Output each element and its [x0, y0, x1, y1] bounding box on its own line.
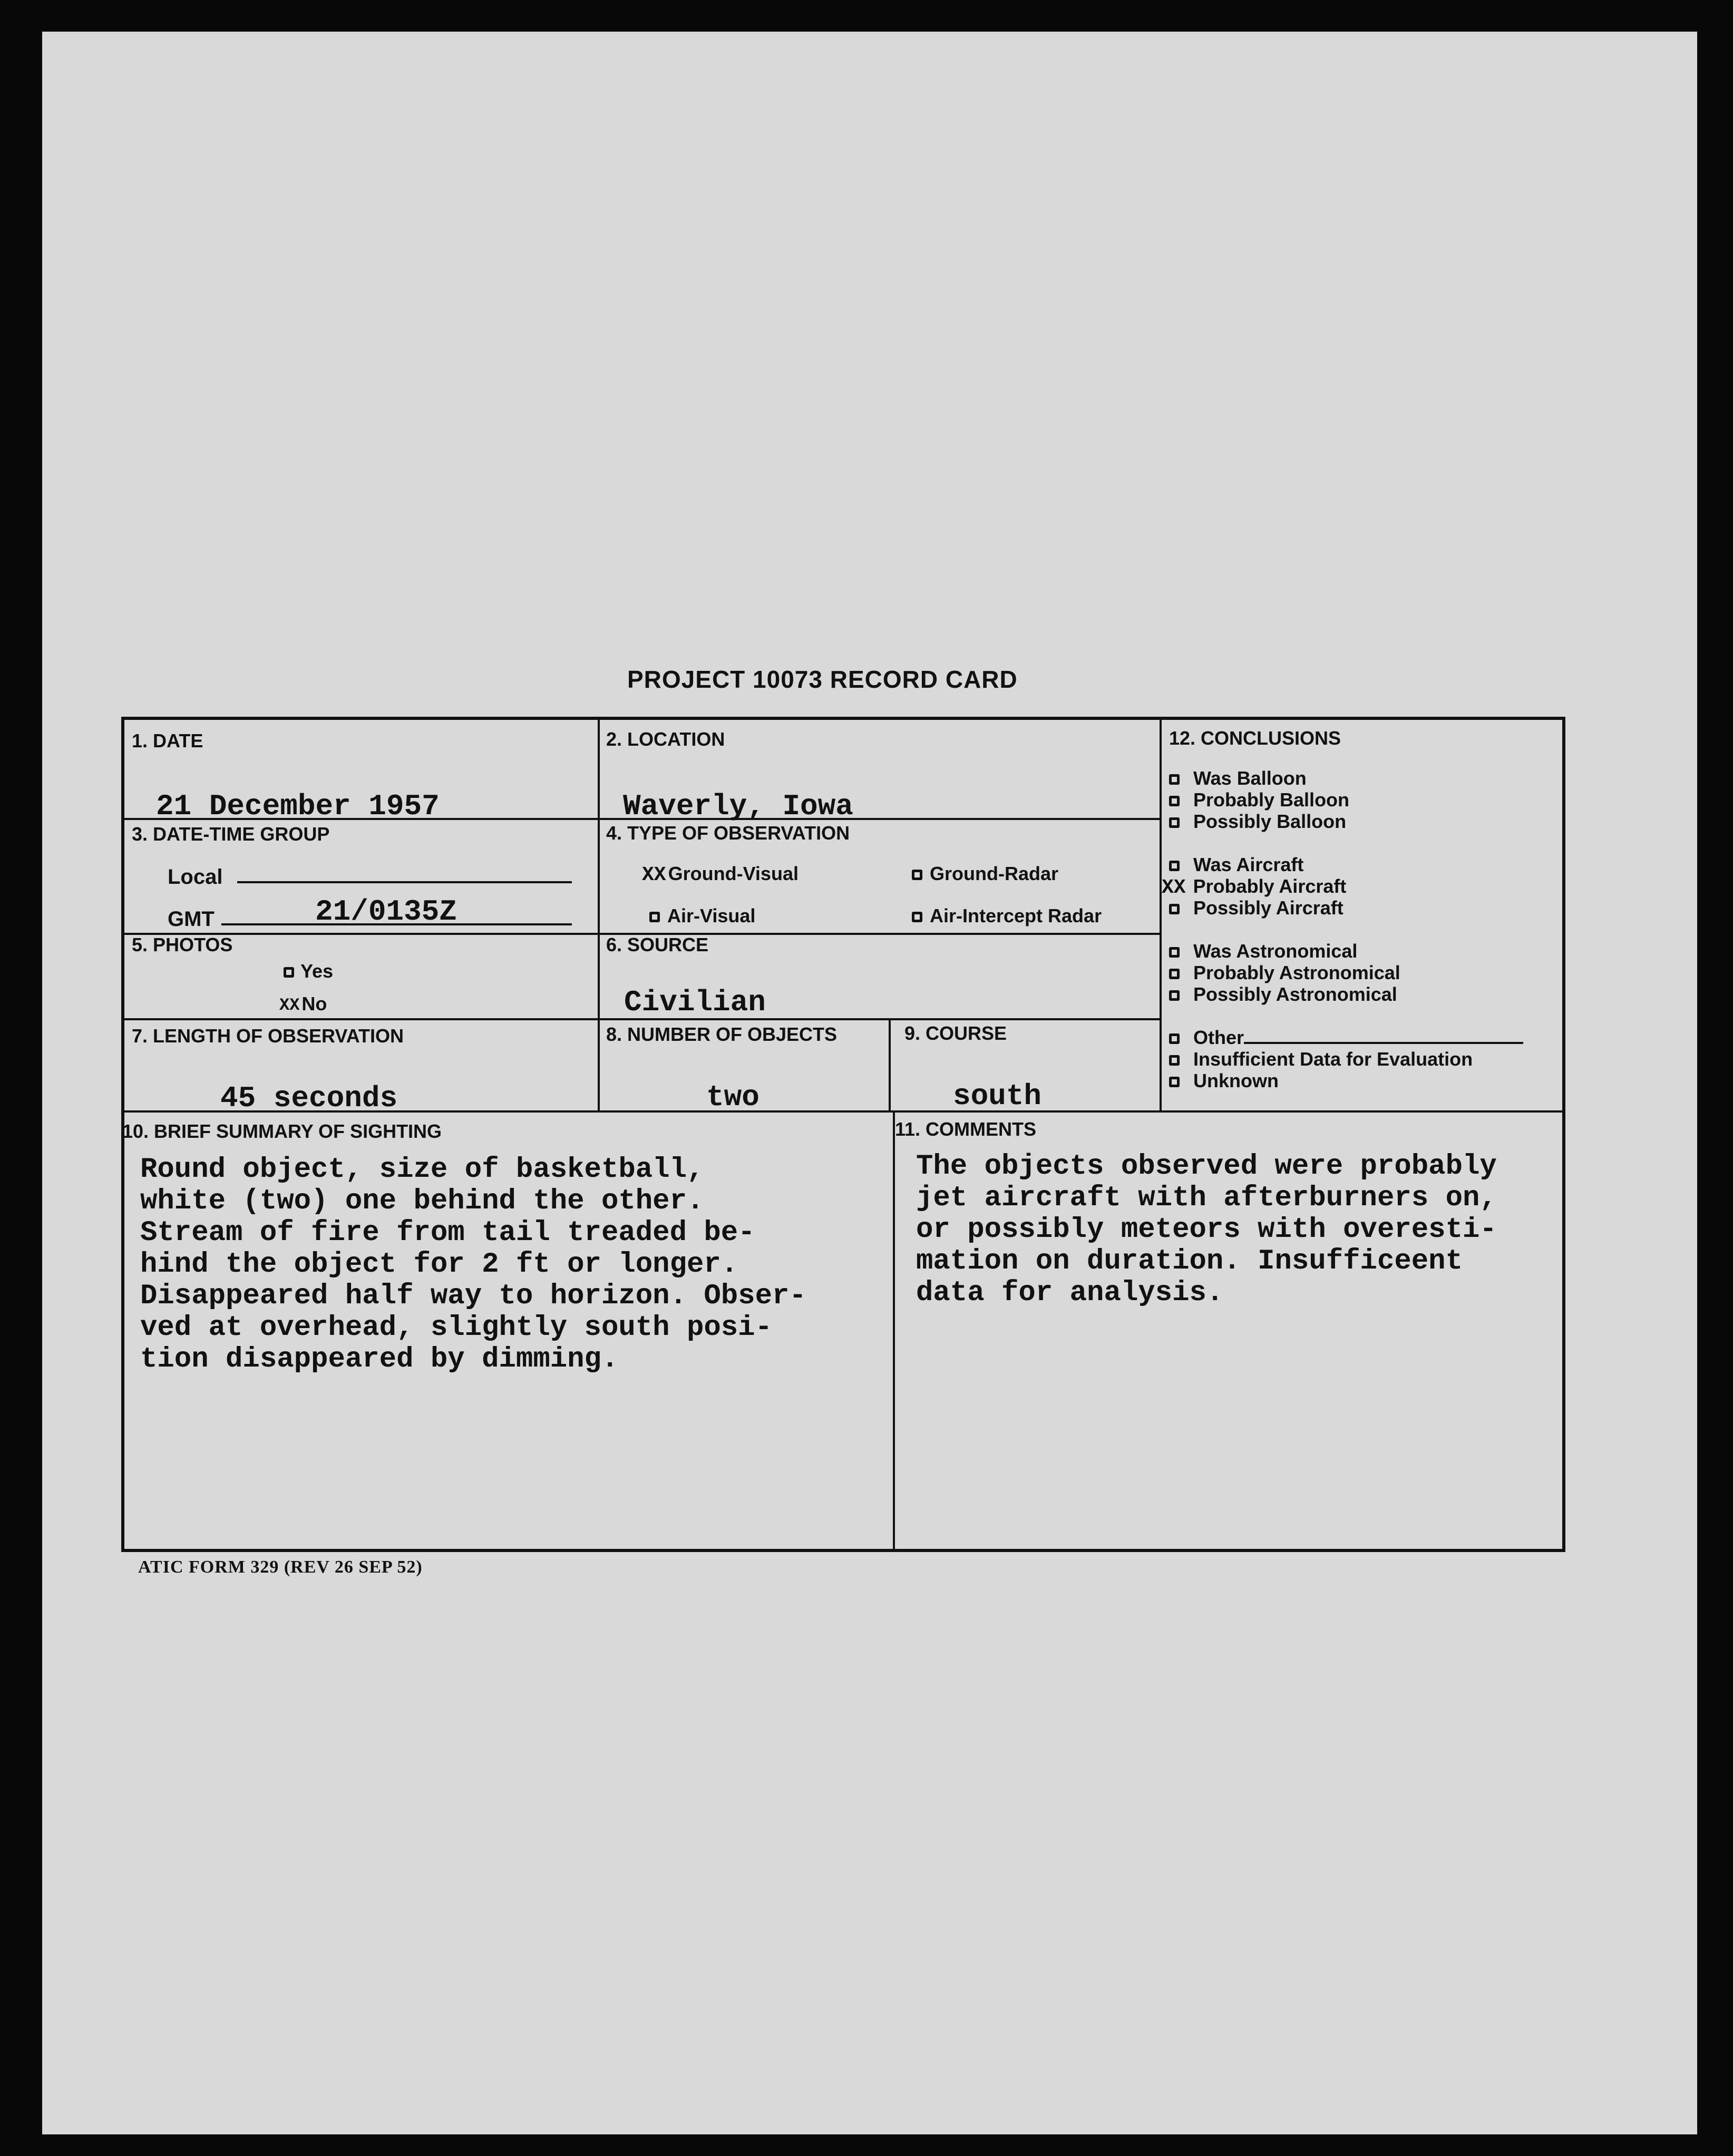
- source-label: 6. SOURCE: [606, 934, 709, 955]
- date-value: 21 December 1957: [156, 789, 440, 823]
- summary-line: Round object, size of basketball,: [140, 1154, 704, 1186]
- comments-label: 11. COMMENTS: [895, 1118, 1037, 1140]
- card-title: PROJECT 10073 RECORD CARD: [627, 666, 1018, 693]
- checkbox-icon: [912, 912, 922, 922]
- dtg-label: 3. DATE-TIME GROUP: [132, 823, 330, 845]
- comments-line: The objects observed were probably: [916, 1150, 1497, 1183]
- checkbox-icon: [1169, 796, 1180, 806]
- dtg-gmt-value: 21/0135Z: [315, 895, 457, 929]
- photos-no[interactable]: XX No: [279, 993, 327, 1015]
- conclusion-possibly-balloon[interactable]: Possibly Balloon: [1169, 811, 1346, 833]
- checkbox-icon: [1169, 969, 1180, 979]
- comments-line: or possibly meteors with overesti-: [916, 1214, 1497, 1246]
- checkbox-icon: [284, 967, 294, 978]
- other-blank-line: [1244, 1042, 1523, 1044]
- summary-line: white (two) one behind the other.: [140, 1185, 704, 1217]
- comments-line: mation on duration. Insufficeent: [916, 1245, 1463, 1277]
- card-border-bottom: [121, 1549, 1565, 1552]
- summary-label: 10. BRIEF SUMMARY OF SIGHTING: [122, 1120, 442, 1142]
- checkbox-icon: [1169, 817, 1180, 828]
- dtg-local-line: [237, 881, 572, 883]
- conclusion-was-balloon[interactable]: Was Balloon: [1169, 767, 1307, 789]
- divider-col1: [598, 719, 600, 1111]
- photos-yes[interactable]: Yes: [284, 960, 333, 982]
- summary-line: tion disappeared by dimming.: [140, 1343, 619, 1375]
- conclusion-was-aircraft[interactable]: Was Aircraft: [1169, 854, 1303, 876]
- comments-line: data for analysis.: [916, 1277, 1224, 1309]
- card-border-right: [1562, 717, 1565, 1552]
- conclusion-other[interactable]: Other: [1169, 1027, 1523, 1049]
- photos-label: 5. PHOTOS: [132, 934, 233, 955]
- summary-line: Stream of fire from tail treaded be-: [140, 1217, 755, 1249]
- check-mark-icon: XX: [1162, 876, 1186, 899]
- length-value: 45 seconds: [220, 1081, 398, 1115]
- conclusions-label: 12. CONCLUSIONS: [1169, 727, 1341, 749]
- location-value: Waverly, Iowa: [623, 789, 853, 823]
- dtg-gmt-label: GMT: [168, 908, 215, 931]
- conclusion-unknown[interactable]: Unknown: [1169, 1070, 1279, 1092]
- divider-col-conclusions: [1160, 719, 1162, 1111]
- summary-line: ved at overhead, slightly south posi-: [140, 1312, 772, 1344]
- conclusion-probably-astronomical[interactable]: Probably Astronomical: [1169, 962, 1400, 984]
- form-id: ATIC FORM 329 (REV 26 SEP 52): [138, 1557, 423, 1577]
- summary-text: [140, 1154, 806, 1375]
- obs-ground-radar[interactable]: Ground-Radar: [912, 863, 1058, 885]
- checkbox-icon: [912, 870, 922, 880]
- checkbox-icon: [1169, 947, 1180, 958]
- checkbox-icon: [1169, 1055, 1180, 1066]
- obs-ground-visual[interactable]: XX Ground-Visual: [642, 863, 799, 886]
- obs-air-visual[interactable]: Air-Visual: [649, 905, 755, 927]
- course-label: 9. COURSE: [904, 1022, 1007, 1044]
- checkbox-icon: [649, 912, 660, 922]
- checkbox-icon: [1169, 1077, 1180, 1087]
- checkbox-icon: [1169, 861, 1180, 871]
- num-objects-label: 8. NUMBER OF OBJECTS: [606, 1023, 838, 1045]
- course-value: south: [953, 1079, 1042, 1113]
- summary-line: hind the object for 2 ft or longer.: [140, 1248, 738, 1281]
- check-mark-icon: XX: [642, 863, 666, 886]
- conclusion-probably-balloon[interactable]: Probably Balloon: [1169, 789, 1349, 811]
- length-label: 7. LENGTH OF OBSERVATION: [132, 1025, 404, 1047]
- check-mark-icon: XX: [279, 995, 300, 1015]
- date-label: 1. DATE: [132, 730, 203, 752]
- card-border-top: [121, 717, 1565, 720]
- comments-text: [916, 1151, 1497, 1309]
- source-value: Civilian: [624, 986, 766, 1019]
- obs-air-intercept-radar[interactable]: Air-Intercept Radar: [912, 905, 1102, 927]
- dtg-local-label: Local: [168, 865, 223, 889]
- num-objects-value: two: [706, 1080, 760, 1114]
- conclusion-probably-aircraft[interactable]: XX Probably Aircraft: [1162, 875, 1347, 899]
- divider-summary-comments: [893, 1111, 895, 1550]
- conclusion-insufficient-data[interactable]: Insufficient Data for Evaluation: [1169, 1048, 1473, 1070]
- summary-line: Disappeared half way to horizon. Obser-: [140, 1280, 806, 1312]
- checkbox-icon: [1169, 990, 1180, 1001]
- divider-col-course: [889, 1019, 891, 1111]
- checkbox-icon: [1169, 774, 1180, 785]
- conclusion-possibly-aircraft[interactable]: Possibly Aircraft: [1169, 897, 1343, 919]
- conclusion-possibly-astronomical[interactable]: Possibly Astronomical: [1169, 983, 1397, 1006]
- location-label: 2. LOCATION: [606, 728, 725, 750]
- checkbox-icon: [1169, 1033, 1180, 1044]
- conclusion-was-astronomical[interactable]: Was Astronomical: [1169, 940, 1357, 962]
- comments-line: jet aircraft with afterburners on,: [916, 1182, 1497, 1214]
- checkbox-icon: [1169, 904, 1180, 914]
- observation-type-label: 4. TYPE OF OBSERVATION: [606, 822, 850, 844]
